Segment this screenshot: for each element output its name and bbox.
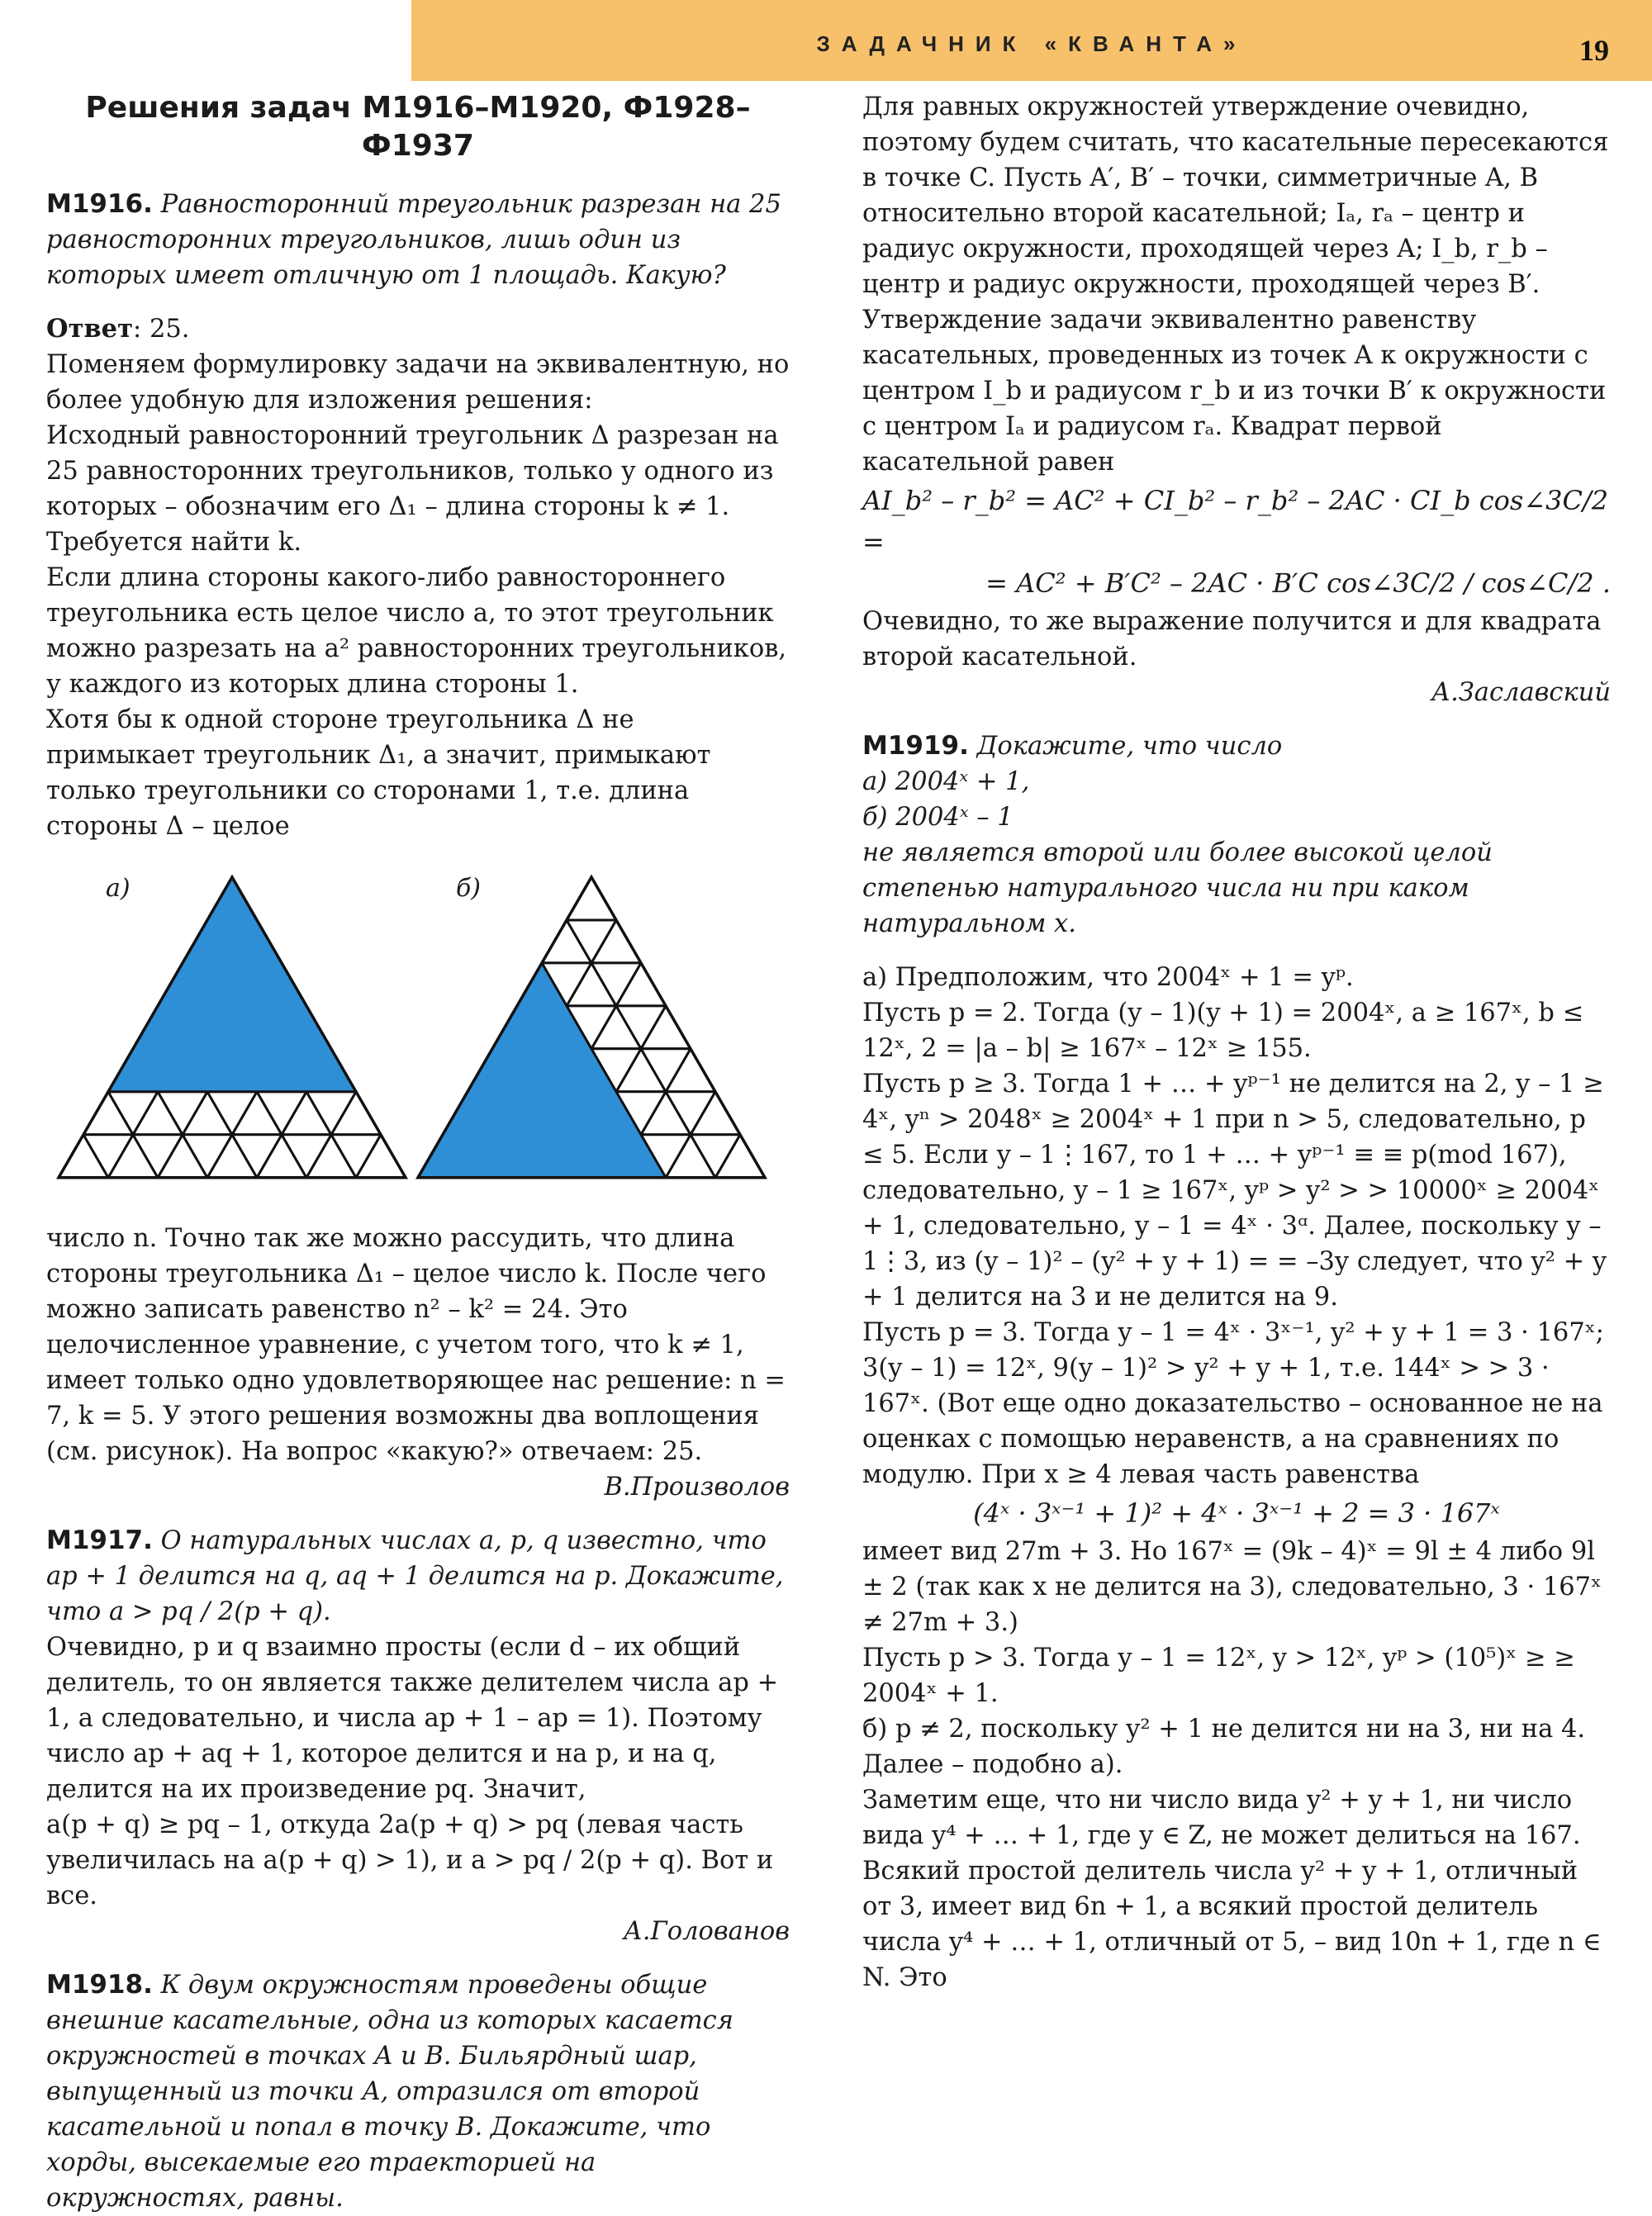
page-number: 19 — [1579, 34, 1609, 67]
problem-item-b: б) 2004ˣ – 1 — [862, 803, 1014, 832]
answer-label: Ответ — [46, 314, 133, 344]
solution-paragraph: а) Предположим, что 2004ˣ + 1 = yᵖ. — [862, 963, 1354, 992]
header-bar — [411, 0, 1652, 81]
solution-paragraph: Очевидно, p и q взаимно просты (если d – их общий делитель, то он является также делителем числа ap + 1, а следовательно, и числа ap + 1 – ap = 1). Поэтому число ap + aq + 1, которое делится и на p, и на q, делится на их произведение pq. Значит, — [46, 1633, 779, 1804]
right-column — [862, 89, 1611, 1995]
formula-line: AI_b² – r_b² = AC² + CI_b² – r_b² – 2AC · CI_b cos∠3C/2 = — [862, 485, 1609, 558]
solution-paragraph: a(p + q) ≥ pq – 1, откуда 2a(p + q) > pq (левая часть увеличилась на a(p + q) > 1), и a > pq / 2(p + q). Вот и все. — [46, 1810, 774, 1910]
large-blue-triangle — [108, 877, 356, 1092]
unit-triangle — [567, 877, 616, 920]
solution-paragraph: число n. Точно так же можно рассудить, что длина стороны треугольника Δ₁ – целое число k. После чего можно записать равенство n² – k² = 24. Это целочисленное уравнение, с учетом того, что k ≠ 1, имеет только одно удовлетворяющее нас решение: n = 7, k = 5. У этого решения возможны два воплощения (см. рисунок). На вопрос «какую?» отвечаем: 25. — [46, 1224, 786, 1466]
problem-text: Равносторонний треугольник разрезан на 25 равносторонних треугольников, лишь один из которых имеет отличную от 1 площадь. Какую? — [46, 190, 781, 290]
solution-paragraph: Пусть p ≥ 3. Тогда 1 + … + yᵖ⁻¹ не делится на 2, y – 1 ≥ 4ˣ, yⁿ > 2048ˣ ≥ 2004ˣ + 1 при n > 5, следовательно, p ≤ 5. Если y – 1⋮167, то 1 + … + yᵖ⁻¹ ≡ ≡ p(mod 167), следовательно, y – 1 ≥ 167ˣ, yᵖ > y² > > 10000ˣ ≥ 2004ˣ + 1, следовательно, y – 1 = 4ˣ · 3ᵅ. Далее, поскольку y – 1⋮3, из (y – 1)² – (y² + y + 1) = = –3y следует, что y² + y + 1 делится на 3 и не делится на 9. — [862, 1070, 1607, 1312]
formula-line: = AC² + B′C² – 2AC · B′C cos∠3C/2 / cos∠C/2 . — [985, 567, 1611, 599]
solution-paragraph: Заметим еще, что ни число вида y² + y + 1, ни число вида y⁴ + … + 1, где y ∈ Z, не может делиться на 167. Всякий простой делитель числа y² + y + 1, отличный от 3, имеет вид 6n + 1, а всякий простой делитель числа y⁴ + … + 1, отличный от 5, – вид 10n + 1, где n ∈ N. Это — [862, 1786, 1602, 1992]
solution-paragraph: Очевидно, то же выражение получится и для квадрата второй касательной. — [862, 607, 1602, 671]
figure-label-a: а) — [106, 874, 131, 903]
problem-m1916-statement — [46, 187, 790, 293]
problem-text-end: не является второй или более высокой целой степенью натурального числа ни при каком натуральном x. — [862, 838, 1493, 938]
solution-paragraph: Хотя бы к одной стороне треугольника Δ не примыкает треугольник Δ₁, а значит, примыкают только треугольники со сторонами 1, т.е. длина стороны Δ – целое — [46, 705, 711, 841]
problem-m1919-statement — [862, 728, 1611, 764]
problem-number: М1917. — [46, 1526, 153, 1555]
problem-number: М1916. — [46, 189, 153, 219]
answer-line — [46, 311, 790, 347]
author-signature: В.Произволов — [604, 1473, 790, 1502]
author-signature: А.Голованов — [623, 1917, 790, 1946]
problem-m1918-statement — [46, 1967, 790, 2216]
page-title: Решения задач М1916–М1920, Ф1928–Ф1937 — [85, 91, 751, 163]
problem-text: Докажите, что число — [976, 732, 1283, 761]
problem-number: М1919. — [862, 731, 969, 761]
figure-label-b: б) — [456, 874, 482, 903]
formula-line: (4ˣ · 3ˣ⁻¹ + 1)² + 4ˣ · 3ˣ⁻¹ + 2 = 3 · 167ˣ — [973, 1497, 1500, 1529]
problem-m1917-statement — [46, 1523, 790, 1630]
triangle-figure-a — [46, 862, 790, 1193]
answer-value: : 25. — [132, 315, 190, 344]
solution-paragraph: Пусть p = 3. Тогда y – 1 = 4ˣ · 3ˣ⁻¹, y² + y + 1 = 3 · 167ˣ; 3(y – 1) = 12ˣ, 9(y – 1)² > y² + y + 1, т.е. 144ˣ > > 3 · 167ˣ. (Вот еще одно доказательство – основанное не на оценках с помощью неравенств, а на сравнениях по модулю. При x ≥ 4 левая часть равенства — [862, 1318, 1604, 1489]
solution-paragraph: Пусть p > 3. Тогда y – 1 = 12ˣ, y > 12ˣ, yᵖ > (10⁵)ˣ ≥ ≥ 2004ˣ + 1. — [862, 1644, 1575, 1708]
solution-paragraph: Поменяем формулировку задачи на эквивалентную, но более удобную для изложения решения: — [46, 350, 790, 415]
triangles-figure — [46, 862, 790, 1193]
problem-number: М1918. — [46, 1970, 153, 2000]
solution-paragraph: Если длина стороны какого-либо равностороннего треугольника есть целое число a, то этот треугольник можно разрезать на a² равносторонних треугольников, у каждого из которых длина стороны 1. — [46, 563, 787, 699]
journal-section-title: ЗАДАЧНИК «КВАНТА» — [816, 31, 1247, 56]
problem-text: О натуральных числах a, p, q известно, что ap + 1 делится на q, aq + 1 делится на p. Докажите, что a > pq / 2(p + q). — [46, 1526, 784, 1626]
solution-paragraph: Исходный равносторонний треугольник Δ разрезан на 25 равносторонних треугольников, только у одного из которых – обозначим его Δ₁ – длина стороны k ≠ 1. Требуется найти k. — [46, 421, 779, 557]
solution-paragraph: Для равных окружностей утверждение очевидно, поэтому будем считать, что касательные пересекаются в точке C. Пусть A′, B′ – точки, симметричные A, B относительно второй касательной; Iₐ, rₐ – центр и радиус окружности, проходящей через A; I_b, r_b – центр и радиус окружности, проходящей через B′. Утверждение задачи эквивалентно равенству касательных, проведенных из точек A к окружности с центром I_b и радиусом r_b и из точки B′ к окружности с центром Iₐ и радиусом rₐ. Квадрат первой касательной равен — [862, 93, 1609, 477]
solution-paragraph: имеет вид 27m + 3. Но 167ˣ = (9k – 4)ˣ = 9l ± 4 либо 9l ± 2 (так как x не делится на 3), следовательно, 3 · 167ˣ ≠ 27m + 3.) — [862, 1537, 1602, 1637]
solution-paragraph: б) p ≠ 2, поскольку y² + 1 не делится ни на 3, ни на 4. Далее – подобно а). — [862, 1715, 1586, 1779]
left-column — [46, 89, 790, 2216]
problem-item-a: а) 2004ˣ + 1, — [862, 767, 1030, 796]
problem-text: К двум окружностям проведены общие внешние касательные, одна из которых касается окружностей в точках A и B. Бильярдный шар, выпущенный из точки A, отразился от второй касательной и попал в точку B. Докажите, что хорды, высекаемые его траекторией на окружностях, равны. — [46, 1971, 733, 2213]
solution-paragraph: Пусть p = 2. Тогда (y – 1)(y + 1) = 2004ˣ, a ≥ 167ˣ, b ≤ 12ˣ, 2 = |a – b| ≥ 167ˣ – 12ˣ ≥ 155. — [862, 999, 1584, 1063]
author-signature: А.Заславский — [1431, 678, 1611, 707]
